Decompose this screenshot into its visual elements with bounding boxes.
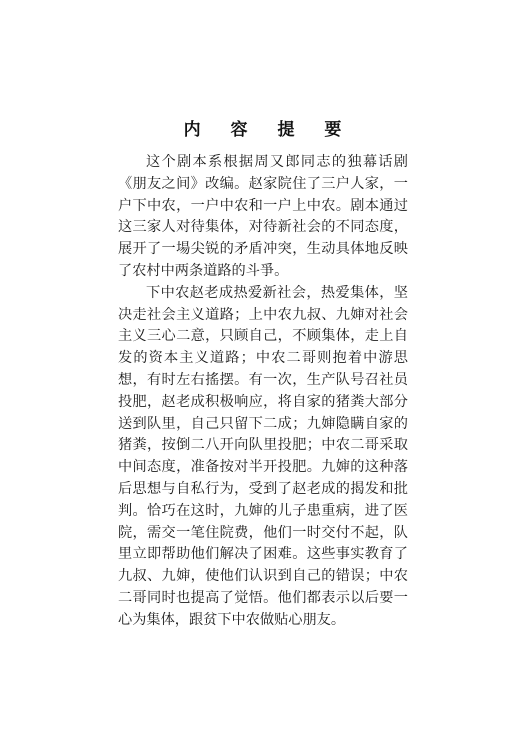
page-title: 内 容 提 要 xyxy=(183,120,354,140)
paragraph-1: 这个剧本系根据周又郎同志的独幕话剧《朋友之间》改编。赵家院住了三户人家，一户下中农，一户中农和一户上中农。剧本通过这三家人对待集体，对待新社会的不同态度，展开了一場尖锐的矛盾冲突，生动具体地反映了农村中两条道路的斗爭。 xyxy=(118,154,408,279)
synopsis-body xyxy=(118,152,408,632)
paragraph-2: 下中农赵老成热爱新社会，热爱集体，坚决走社会主义道路；上中农九叔、九婶对社会主义三心二意，只顾自己，不顾集体，走上自发的资本主义道路；中农二哥则抱着中游思想，有时左右搖摆。有一次，生产队号召社员投肥，赵老成积极响应，将自家的猪粪大部分送到队里，自己只留下二成；九婶隐瞒自家的猪粪，按倒二八开向队里投肥；中农二哥采取中间态度，准备按对半开投肥。九婶的这种落后思想与自私行为，受到了赵老成的揭发和批判。恰巧在这时，九婶的儿子患重病，进了医院，需交一笔住院费，他们一时交付不起，队里立即帮助他们解决了困难。这些事实教育了九叔、九婶，使他们认识到自己的错误；中农二哥同时也提高了觉悟。他们都表示以后要一心为集体，跟贫下中农做贴心朋友。 xyxy=(118,284,408,628)
